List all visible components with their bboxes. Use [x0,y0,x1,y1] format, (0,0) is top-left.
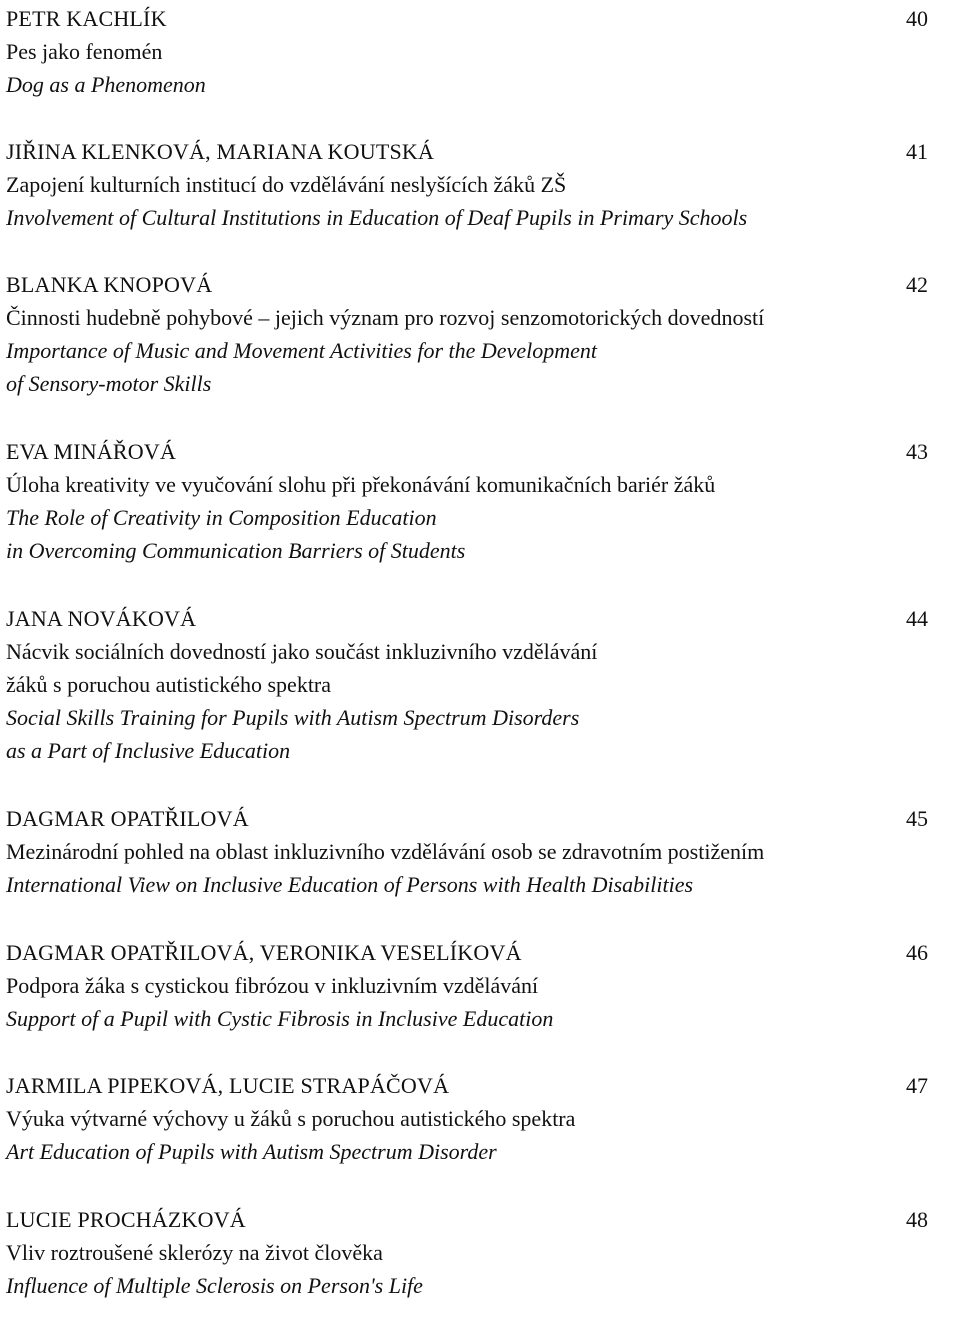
entry-title-english: Influence of Multiple Sclerosis on Person's Life [6,1273,423,1298]
entry-title-english: as a Part of Inclusive Education [6,738,291,763]
entry-title-czech: Mezinárodní pohled na oblast inkluzivního vzdělávání osob se zdravotním postižením [6,839,765,864]
entry-authors: JARMILA PIPEKOVÁ, LUCIE STRAPÁČOVÁ [6,1073,450,1098]
entry-header [6,2,928,35]
entry-title-english: Art Education of Pupils with Autism Spectrum Disorder [6,1139,497,1164]
entry-header [6,268,928,301]
entry-authors: JIŘINA KLENKOVÁ, MARIANA KOUTSKÁ [6,139,435,164]
entry-title-czech: žáků s poruchou autistického spektra [6,672,332,697]
entry-title-english: Support of a Pupil with Cystic Fibrosis in Inclusive Education [6,1006,554,1031]
toc-entry [6,936,928,1035]
toc-entry [6,1069,928,1168]
entry-title-czech: Činnosti hudebně pohybové – jejich význam pro rozvoj senzomotorických dovedností [6,305,765,330]
entry-title-czech: Pes jako fenomén [6,39,163,64]
toc-entry [6,602,928,767]
entry-authors: BLANKA KNOPOVÁ [6,272,213,297]
entry-header [6,802,928,835]
entry-page-number: 47 [906,1073,928,1098]
entry-title-czech: Vliv roztroušené sklerózy na život člověka [6,1240,383,1265]
entry-title-english: in Overcoming Communication Barriers of Students [6,538,466,563]
entry-authors: LUCIE PROCHÁZKOVÁ [6,1207,246,1232]
entry-page-number: 44 [906,606,928,631]
entry-authors: JANA NOVÁKOVÁ [6,606,197,631]
toc-entry [6,802,928,901]
entry-title-english: Importance of Music and Movement Activities for the Development [6,338,597,363]
entry-title-czech: Zapojení kulturních institucí do vzdělávání neslyšících žáků ZŠ [6,172,567,197]
entry-page-number: 46 [906,940,928,965]
toc-entry [6,135,928,234]
entry-page-number: 43 [906,439,928,464]
entry-title-czech: Úloha kreativity ve vyučování slohu při překonávání komunikačních bariér žáků [6,472,716,497]
entry-page-number: 41 [906,139,928,164]
entry-title-english: Involvement of Cultural Institutions in Education of Deaf Pupils in Primary Schools [6,205,748,230]
entry-header [6,1069,928,1102]
entry-header [6,135,928,168]
toc-entry [6,1203,928,1302]
entry-page-number: 48 [906,1207,928,1232]
entry-title-english: The Role of Creativity in Composition Education [6,505,437,530]
entry-page-number: 42 [906,272,928,297]
toc-entry [6,435,928,567]
entry-authors: DAGMAR OPATŘILOVÁ, VERONIKA VESELÍKOVÁ [6,940,522,965]
entry-authors: PETR KACHLÍK [6,6,167,31]
toc-entry [6,2,928,101]
entry-title-czech: Nácvik sociálních dovedností jako součást inkluzivního vzdělávání [6,639,598,664]
entry-title-czech: Výuka výtvarné výchovy u žáků s poruchou autistického spektra [6,1106,576,1131]
entry-authors: DAGMAR OPATŘILOVÁ [6,806,249,831]
entry-title-english: of Sensory-motor Skills [6,371,212,396]
entry-header [6,602,928,635]
entry-title-czech: Podpora žáka s cystickou fibrózou v inkluzivním vzdělávání [6,973,539,998]
entry-page-number: 45 [906,806,928,831]
entry-page-number: 40 [906,6,928,31]
entry-authors: EVA MINÁŘOVÁ [6,439,177,464]
toc-entry [6,268,928,400]
entry-header [6,1203,928,1236]
entry-header [6,936,928,969]
entry-title-english: International View on Inclusive Education of Persons with Health Disabilities [6,872,694,897]
entry-title-english: Dog as a Phenomenon [6,72,206,97]
entry-header [6,435,928,468]
entry-title-english: Social Skills Training for Pupils with Autism Spectrum Disorders [6,705,580,730]
